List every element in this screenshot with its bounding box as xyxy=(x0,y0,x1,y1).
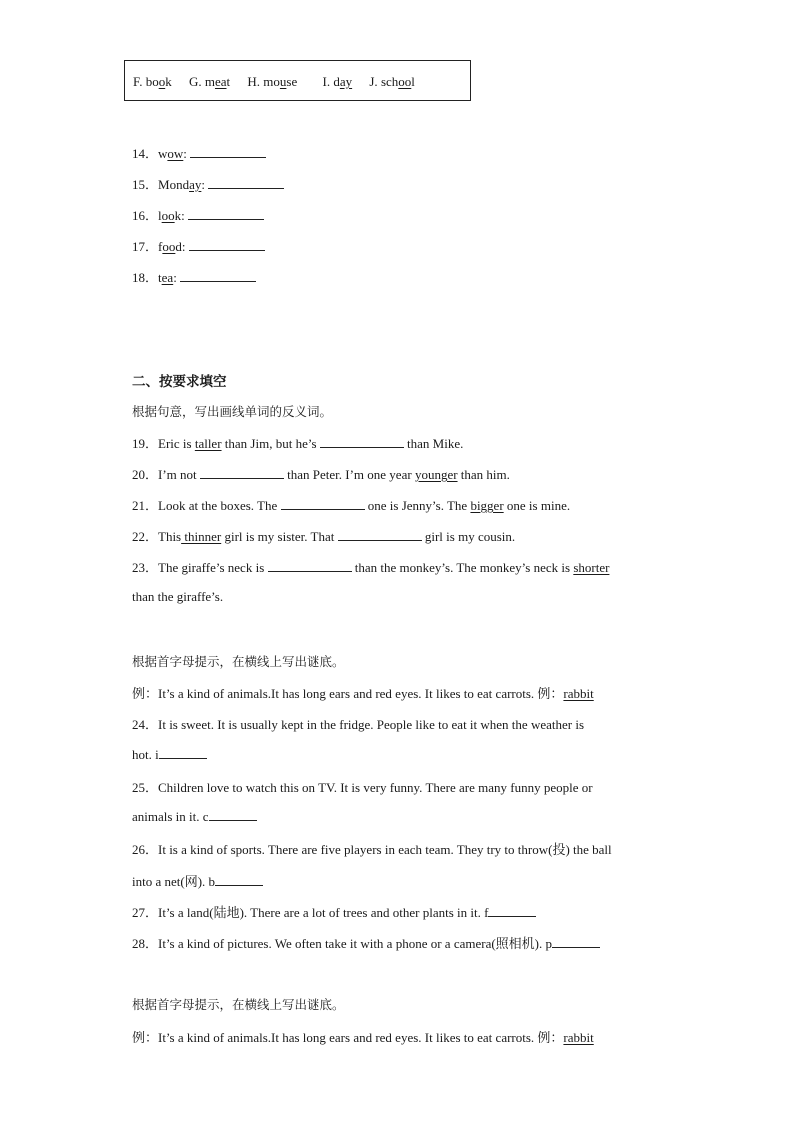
question-20: 20．I’m not than Peter. I’m one year younger than him. xyxy=(132,467,510,482)
answer-blank[interactable] xyxy=(488,904,536,917)
question-16: 16．look: xyxy=(132,205,264,224)
question-15: 15．Monday: xyxy=(132,174,284,193)
question-28: 28．It’s a kind of pictures. We often take it with a phone or a camera(照相机). p xyxy=(132,933,600,952)
answer-blank[interactable] xyxy=(320,435,404,448)
answer-blank[interactable] xyxy=(188,207,264,220)
answer-blank[interactable] xyxy=(268,559,352,572)
option-g: G. meat xyxy=(188,74,231,89)
option-h: H. mouse xyxy=(247,74,298,89)
question-24-continued: hot. i xyxy=(132,746,207,763)
question-25-continued: animals in it. c xyxy=(132,808,257,825)
answer-blank[interactable] xyxy=(552,935,600,948)
answer-blank[interactable] xyxy=(190,145,266,158)
section-instruction: 根据句意，写出画线单词的反义词。 xyxy=(132,404,333,419)
question-23-continued: than the giraffe’s. xyxy=(132,589,224,604)
question-26-continued: into a net(网). b xyxy=(132,871,263,890)
question-18: 18．tea: xyxy=(132,267,256,286)
options-box xyxy=(124,60,471,101)
question-26: 26．It is a kind of sports. There are five players in each team. They try to throw(投) the ball xyxy=(132,842,612,857)
answer-blank[interactable] xyxy=(189,238,265,251)
option-f: F. book xyxy=(133,74,172,89)
question-21: 21．Look at the boxes. The one is Jenny’s. The bigger one is mine. xyxy=(132,498,571,513)
answer-blank[interactable] xyxy=(338,528,422,541)
riddle-instruction: 根据首字母提示，在横线上写出谜底。 xyxy=(132,654,345,669)
answer-blank[interactable] xyxy=(281,497,365,510)
riddle-example: 例：It’s a kind of animals.It has long ears and red eyes. It likes to eat carrots. 例：rabbit xyxy=(132,686,594,701)
question-23: 23．The giraffe’s neck is than the monkey’s. The monkey’s neck is shorter xyxy=(132,560,610,575)
option-i: I. day xyxy=(322,74,353,89)
question-14: 14．wow: xyxy=(132,143,266,162)
answer-blank[interactable] xyxy=(200,466,284,479)
riddle-example-2: 例：It’s a kind of animals.It has long ears and red eyes. It likes to eat carrots. 例：rabbit xyxy=(132,1030,594,1045)
section-heading: 二、按要求填空 xyxy=(132,374,227,390)
question-19: 19．Eric is taller than Jim, but he’s than Mike. xyxy=(132,436,464,451)
answer-blank[interactable] xyxy=(209,808,257,821)
answer-blank[interactable] xyxy=(215,873,263,886)
answer-blank[interactable] xyxy=(208,176,284,189)
question-25: 25．Children love to watch this on TV. It is very funny. There are many funny people or xyxy=(132,780,593,795)
riddle-instruction-2: 根据首字母提示，在横线上写出谜底。 xyxy=(132,997,345,1012)
question-24: 24．It is sweet. It is usually kept in the fridge. People like to eat it when the weather is xyxy=(132,717,585,732)
question-27: 27．It’s a land(陆地). There are a lot of trees and other plants in it. f xyxy=(132,902,536,921)
answer-blank[interactable] xyxy=(159,746,207,759)
option-j: J. school xyxy=(369,74,415,89)
question-22: 22．This thinner girl is my sister. That girl is my cousin. xyxy=(132,529,516,544)
question-17: 17．food: xyxy=(132,236,265,255)
answer-blank[interactable] xyxy=(180,269,256,282)
